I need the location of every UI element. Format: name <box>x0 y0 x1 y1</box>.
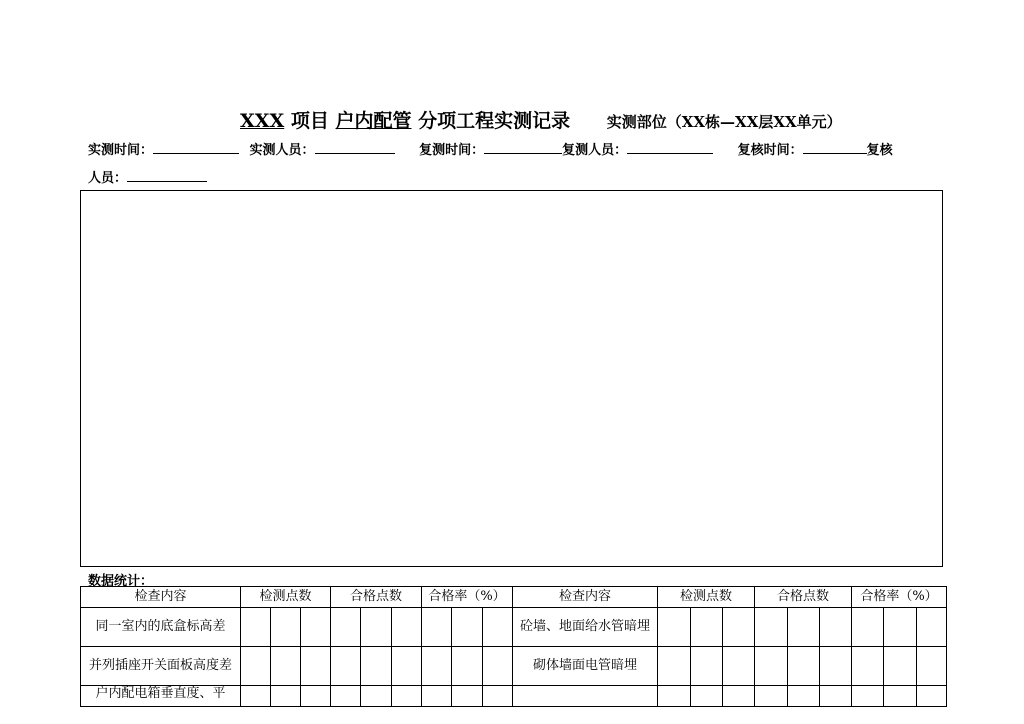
data-cell[interactable] <box>361 647 392 686</box>
data-cell[interactable] <box>422 608 452 647</box>
data-cell[interactable] <box>852 647 884 686</box>
data-cell[interactable] <box>788 608 820 647</box>
data-cell[interactable] <box>884 647 917 686</box>
signature-row-continued <box>88 167 207 186</box>
right-item-cell: 砌体墙面电管暗埋 <box>513 647 658 686</box>
right-item-cell <box>513 686 658 707</box>
data-cell[interactable] <box>422 686 452 707</box>
recheck-person-label: 复测人员： <box>562 143 628 158</box>
project-name: XXX <box>240 110 285 132</box>
measure-time-blank[interactable] <box>153 141 239 154</box>
measure-person-blank[interactable] <box>315 141 395 154</box>
record-title <box>240 110 577 132</box>
table-row <box>81 647 947 686</box>
header-cell: 合格点数 <box>331 587 422 608</box>
data-cell[interactable] <box>331 647 361 686</box>
data-cell[interactable] <box>271 686 301 707</box>
review-person-blank[interactable] <box>127 169 207 182</box>
data-cell[interactable] <box>658 608 691 647</box>
data-cell[interactable] <box>723 686 755 707</box>
signature-row <box>88 139 893 158</box>
measurement-drawing-area <box>80 190 943 567</box>
data-cell[interactable] <box>241 647 271 686</box>
recheck-person-blank[interactable] <box>627 141 713 154</box>
measure-person-label: 实测人员： <box>249 143 315 158</box>
division-name: 户内配管 <box>335 110 412 132</box>
data-cell[interactable] <box>301 647 331 686</box>
data-cell[interactable] <box>884 608 917 647</box>
data-cell[interactable] <box>392 647 422 686</box>
data-cell[interactable] <box>271 608 301 647</box>
header-cell: 合格率（%） <box>422 587 513 608</box>
data-cell[interactable] <box>691 686 723 707</box>
header-cell: 检查内容 <box>81 587 241 608</box>
data-cell[interactable] <box>331 686 361 707</box>
table-header-row <box>81 587 947 608</box>
data-cell[interactable] <box>691 608 723 647</box>
data-cell[interactable] <box>483 686 513 707</box>
header-cell: 检查内容 <box>513 587 658 608</box>
data-cell[interactable] <box>658 647 691 686</box>
review-time-blank[interactable] <box>803 141 867 154</box>
page-title <box>240 106 842 133</box>
data-cell[interactable] <box>241 686 271 707</box>
right-item-cell: 砼墙、地面给水管暗埋 <box>513 608 658 647</box>
data-cell[interactable] <box>483 647 513 686</box>
data-cell[interactable] <box>483 608 513 647</box>
data-cell[interactable] <box>422 647 452 686</box>
data-cell[interactable] <box>917 608 947 647</box>
review-person-label: 复核 <box>866 143 893 158</box>
measure-time-label: 实测时间： <box>88 143 154 158</box>
data-cell[interactable] <box>331 608 361 647</box>
table-row <box>81 608 947 647</box>
table-row <box>81 686 947 707</box>
data-cell[interactable] <box>452 647 483 686</box>
data-cell[interactable] <box>852 686 884 707</box>
header-cell: 合格点数 <box>755 587 852 608</box>
data-cell[interactable] <box>820 686 852 707</box>
data-cell[interactable] <box>452 608 483 647</box>
left-item-cell: 户内配电箱垂直度、平 <box>81 686 241 707</box>
data-cell[interactable] <box>691 647 723 686</box>
recheck-time-blank[interactable] <box>484 141 562 154</box>
review-time-label: 复核时间： <box>737 143 803 158</box>
data-cell[interactable] <box>301 608 331 647</box>
data-cell[interactable] <box>392 686 422 707</box>
data-cell[interactable] <box>301 686 331 707</box>
stats-label: 数据统计： <box>88 574 154 589</box>
stats-table <box>80 586 947 707</box>
data-cell[interactable] <box>392 608 422 647</box>
data-cell[interactable] <box>361 608 392 647</box>
header-cell: 检测点数 <box>241 587 331 608</box>
data-cell[interactable] <box>723 647 755 686</box>
header-cell: 合格率（%） <box>852 587 947 608</box>
data-cell[interactable] <box>361 686 392 707</box>
data-cell[interactable] <box>852 608 884 647</box>
recheck-time-label: 复测时间： <box>419 143 485 158</box>
data-cell[interactable] <box>820 647 852 686</box>
data-cell[interactable] <box>723 608 755 647</box>
header-cell: 检测点数 <box>658 587 755 608</box>
data-cell[interactable] <box>820 608 852 647</box>
data-cell[interactable] <box>452 686 483 707</box>
data-cell[interactable] <box>755 608 788 647</box>
review-person-label-cont: 人员： <box>88 171 128 186</box>
data-cell[interactable] <box>917 647 947 686</box>
data-cell[interactable] <box>884 686 917 707</box>
data-cell[interactable] <box>788 647 820 686</box>
left-item-cell: 同一室内的底盒标高差 <box>81 608 241 647</box>
left-item-cell: 并列插座开关面板高度差 <box>81 647 241 686</box>
measure-location: 实测部位（XX栋—XX层XX单元） <box>606 113 842 131</box>
data-cell[interactable] <box>917 686 947 707</box>
project-suffix: 项目 <box>290 110 329 132</box>
data-cell[interactable] <box>658 686 691 707</box>
data-cell[interactable] <box>271 647 301 686</box>
subject-name: 分项工程实测记录 <box>418 110 571 132</box>
data-cell[interactable] <box>755 647 788 686</box>
data-cell[interactable] <box>241 608 271 647</box>
data-cell[interactable] <box>788 686 820 707</box>
data-cell[interactable] <box>755 686 788 707</box>
